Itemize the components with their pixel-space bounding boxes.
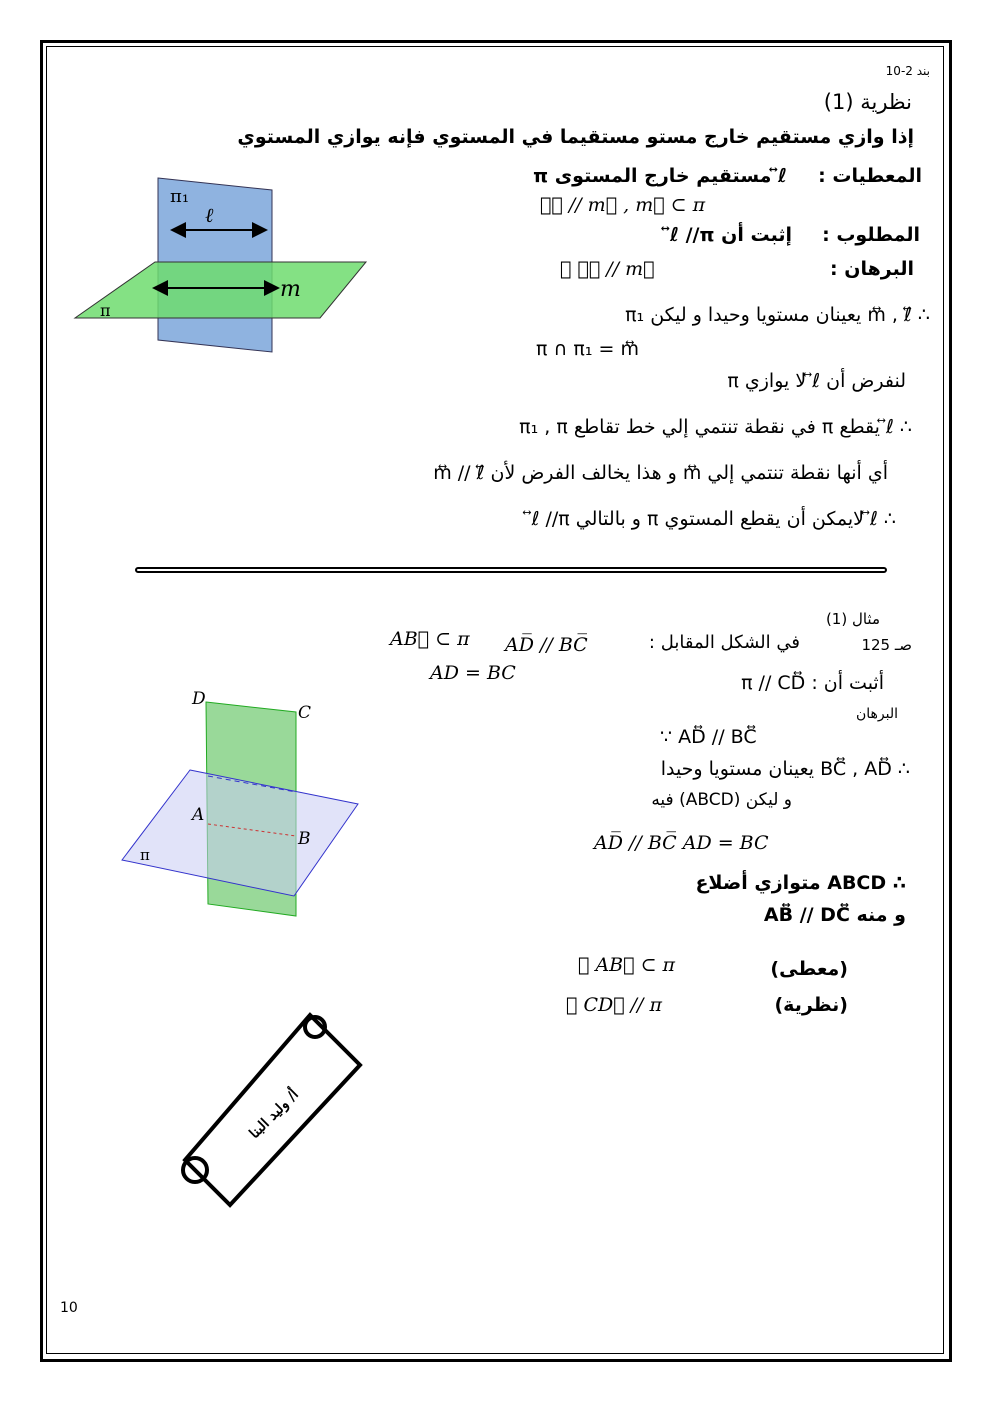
label-m: m <box>280 277 301 302</box>
example-proof-line: و ليكن (ABCD) فيه <box>651 790 792 810</box>
proof-line: ∴ ℓ⃡ لايمكن أن يقطع المستوي π و بالتالي ℓ⃡ //π <box>531 508 896 530</box>
label-c: C <box>298 703 312 723</box>
label-l: ℓ <box>205 203 214 227</box>
given-1: AD̅ // BC̅ <box>505 634 588 656</box>
page-number: 10 <box>60 1300 78 1316</box>
plane-pi <box>75 262 366 318</box>
example-proof-line: ∴ CD⃡ // π <box>566 994 662 1016</box>
theorem-statement: إذا وازي مستقيم خارج مستو مستقيما في المستوي فإنه يوازي المستوي <box>237 126 914 148</box>
section-label: بند 2-10 <box>885 64 930 78</box>
plane-pi <box>122 770 358 896</box>
label-pi: π <box>140 846 150 864</box>
label-pi1: π₁ <box>170 186 190 207</box>
proof-line: لنفرض أن ℓ⃡ لا يوازي π <box>727 370 906 392</box>
example-figure <box>110 680 370 920</box>
given-intro: في الشكل المقابل : <box>648 632 800 653</box>
given-label: المعطيات : <box>818 165 922 187</box>
example-proof-line: AD̅ // BC̅ AD = BC <box>594 832 769 854</box>
required-label: المطلوب : <box>822 224 920 246</box>
signature-scroll <box>175 1005 375 1225</box>
example-proof-line: ∴ AB⃡ ⊂ π <box>578 954 676 976</box>
proof-line: π ∩ π₁ = m⃡ <box>536 338 639 360</box>
example-required: أثبت أن : π // CD⃡ <box>741 672 884 694</box>
reason-theorem: (نظرية) <box>774 994 848 1016</box>
given-3: AD = BC <box>430 662 516 684</box>
example-title: مثال (1) <box>825 610 880 628</box>
label-d: D <box>192 689 206 709</box>
example-proof-line: ∵ AD⃡ // BC⃡ <box>660 726 757 748</box>
theorem-figure <box>70 170 370 360</box>
proof-label: البرهان : <box>830 258 914 280</box>
given-2: AB⃡ ⊂ π <box>390 628 470 650</box>
section-divider <box>135 567 887 573</box>
given-math: ℓ⃡ // m⃡ , m⃡ ⊂ π <box>540 194 706 216</box>
proof-line: ∴ m⃡ , ℓ⃡ يعينان مستويا وحيدا و ليكن π₁ <box>625 304 930 326</box>
example-proof-line: ∴ ABCD متوازي أضلاع <box>695 872 906 894</box>
proof-line: ∴ ℓ⃡ يقطع π في نقطة تنتمي إلي خط تقاطع π₁ , π <box>519 416 912 438</box>
example-proof-line: و منه AB⃡ // DC⃡ <box>763 904 906 926</box>
required-text: إثبت أن ℓ⃡ //π <box>670 224 792 246</box>
signature-text: أ/ وليد البنا <box>246 1086 302 1142</box>
example-proof-label: البرهان <box>855 706 898 722</box>
proof-line: أي أنها نقطة تنتمي إلي m⃡ و هذا يخالف الفرض لأن m⃡ // ℓ⃡ <box>433 462 888 484</box>
given-text: ℓ⃡ مستقيم خارج المستوى π <box>533 165 787 187</box>
label-a: A <box>192 805 205 825</box>
reason-given: (معطى) <box>770 958 848 980</box>
label-pi: π <box>100 301 111 320</box>
page-ref: صـ 125 <box>861 636 912 654</box>
example-proof-line: ∴ BC⃡ , AD⃡ يعينان مستويا وحيدا <box>660 758 910 780</box>
theorem-title: نظرية (1) <box>823 90 912 114</box>
label-b: B <box>298 829 311 849</box>
proof-line: ∵ ℓ⃡ // m⃡ <box>560 258 655 280</box>
